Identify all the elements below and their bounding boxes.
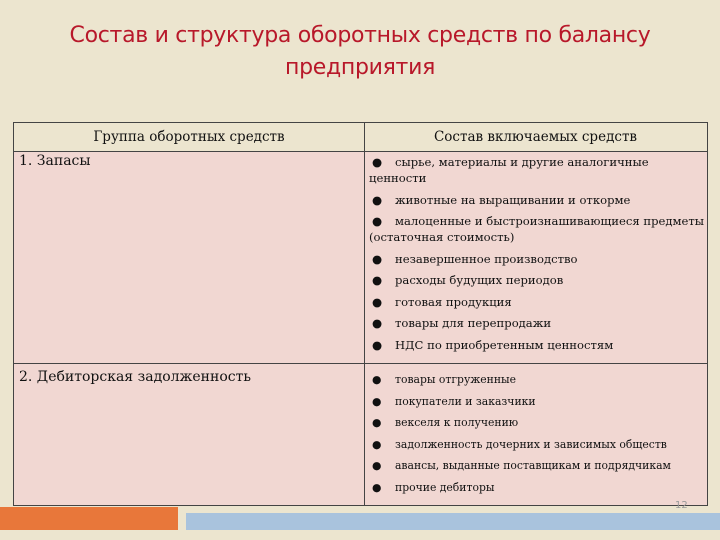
bullet-icon: ● xyxy=(372,251,383,266)
bullet-icon: ● xyxy=(372,416,382,429)
group-label-receivables: 2. Дебиторская задолженность xyxy=(19,369,251,385)
row-divider xyxy=(14,363,707,364)
receivables-items-list xyxy=(369,373,704,502)
list-item: ● товары для перепродажи xyxy=(369,315,704,331)
column-header-composition: Состав включаемых средств xyxy=(433,129,638,145)
bullet-icon: ● xyxy=(372,214,383,228)
list-item: ● авансы, выданные поставщикам и подрядчикам xyxy=(369,459,704,473)
bullet-icon: ● xyxy=(372,373,382,386)
bullet-icon: ● xyxy=(372,273,383,287)
bullet-icon: ● xyxy=(372,316,383,330)
inventory-items-list xyxy=(369,154,704,358)
column-divider xyxy=(364,123,365,505)
bullet-icon: ● xyxy=(372,294,383,309)
table-header xyxy=(14,123,707,152)
list-item: ● НДС по приобретенным ценностям xyxy=(369,337,704,353)
bullet-icon: ● xyxy=(372,155,383,169)
current-assets-table xyxy=(13,122,708,506)
group-label-inventory: 1. Запасы xyxy=(19,153,91,169)
list-item: ● расходы будущих периодов xyxy=(369,272,704,288)
bullet-icon: ● xyxy=(372,459,382,472)
list-item: ● задолженность дочерних и зависимых обществ xyxy=(369,438,704,452)
bullet-icon: ● xyxy=(372,337,383,352)
list-item: ● животные на выращивании и откорме xyxy=(369,192,704,208)
list-item: ● прочие дебиторы xyxy=(369,481,704,495)
bullet-icon: ● xyxy=(372,394,382,408)
slide-title-line-2: предприятия xyxy=(284,55,436,80)
slide-title xyxy=(40,20,680,84)
list-item: ● покупатели и заказчики xyxy=(369,395,704,409)
list-item: ● товары отгруженные xyxy=(369,373,704,387)
column-header-group: Группа оборотных средств xyxy=(93,129,285,145)
bullet-icon: ● xyxy=(372,480,382,494)
bullet-icon: ● xyxy=(372,192,383,207)
list-item: ● готовая продукция xyxy=(369,294,704,310)
decorative-orange-bar xyxy=(0,507,178,530)
list-item: ● незавершенное производство xyxy=(369,251,704,267)
bullet-icon: ● xyxy=(372,437,382,451)
list-item: ● векселя к получению xyxy=(369,416,704,430)
page-number: 12 xyxy=(675,500,688,511)
decorative-blue-bar xyxy=(186,513,720,530)
list-item: ● сырье, материалы и другие аналогичные ценности xyxy=(369,155,649,185)
list-item: ● малоценные и быстроизнашивающиеся предметы (остаточная стоимость) xyxy=(369,214,705,244)
slide-title-line-1: Состав и структура оборотных средств по балансу xyxy=(69,23,651,48)
